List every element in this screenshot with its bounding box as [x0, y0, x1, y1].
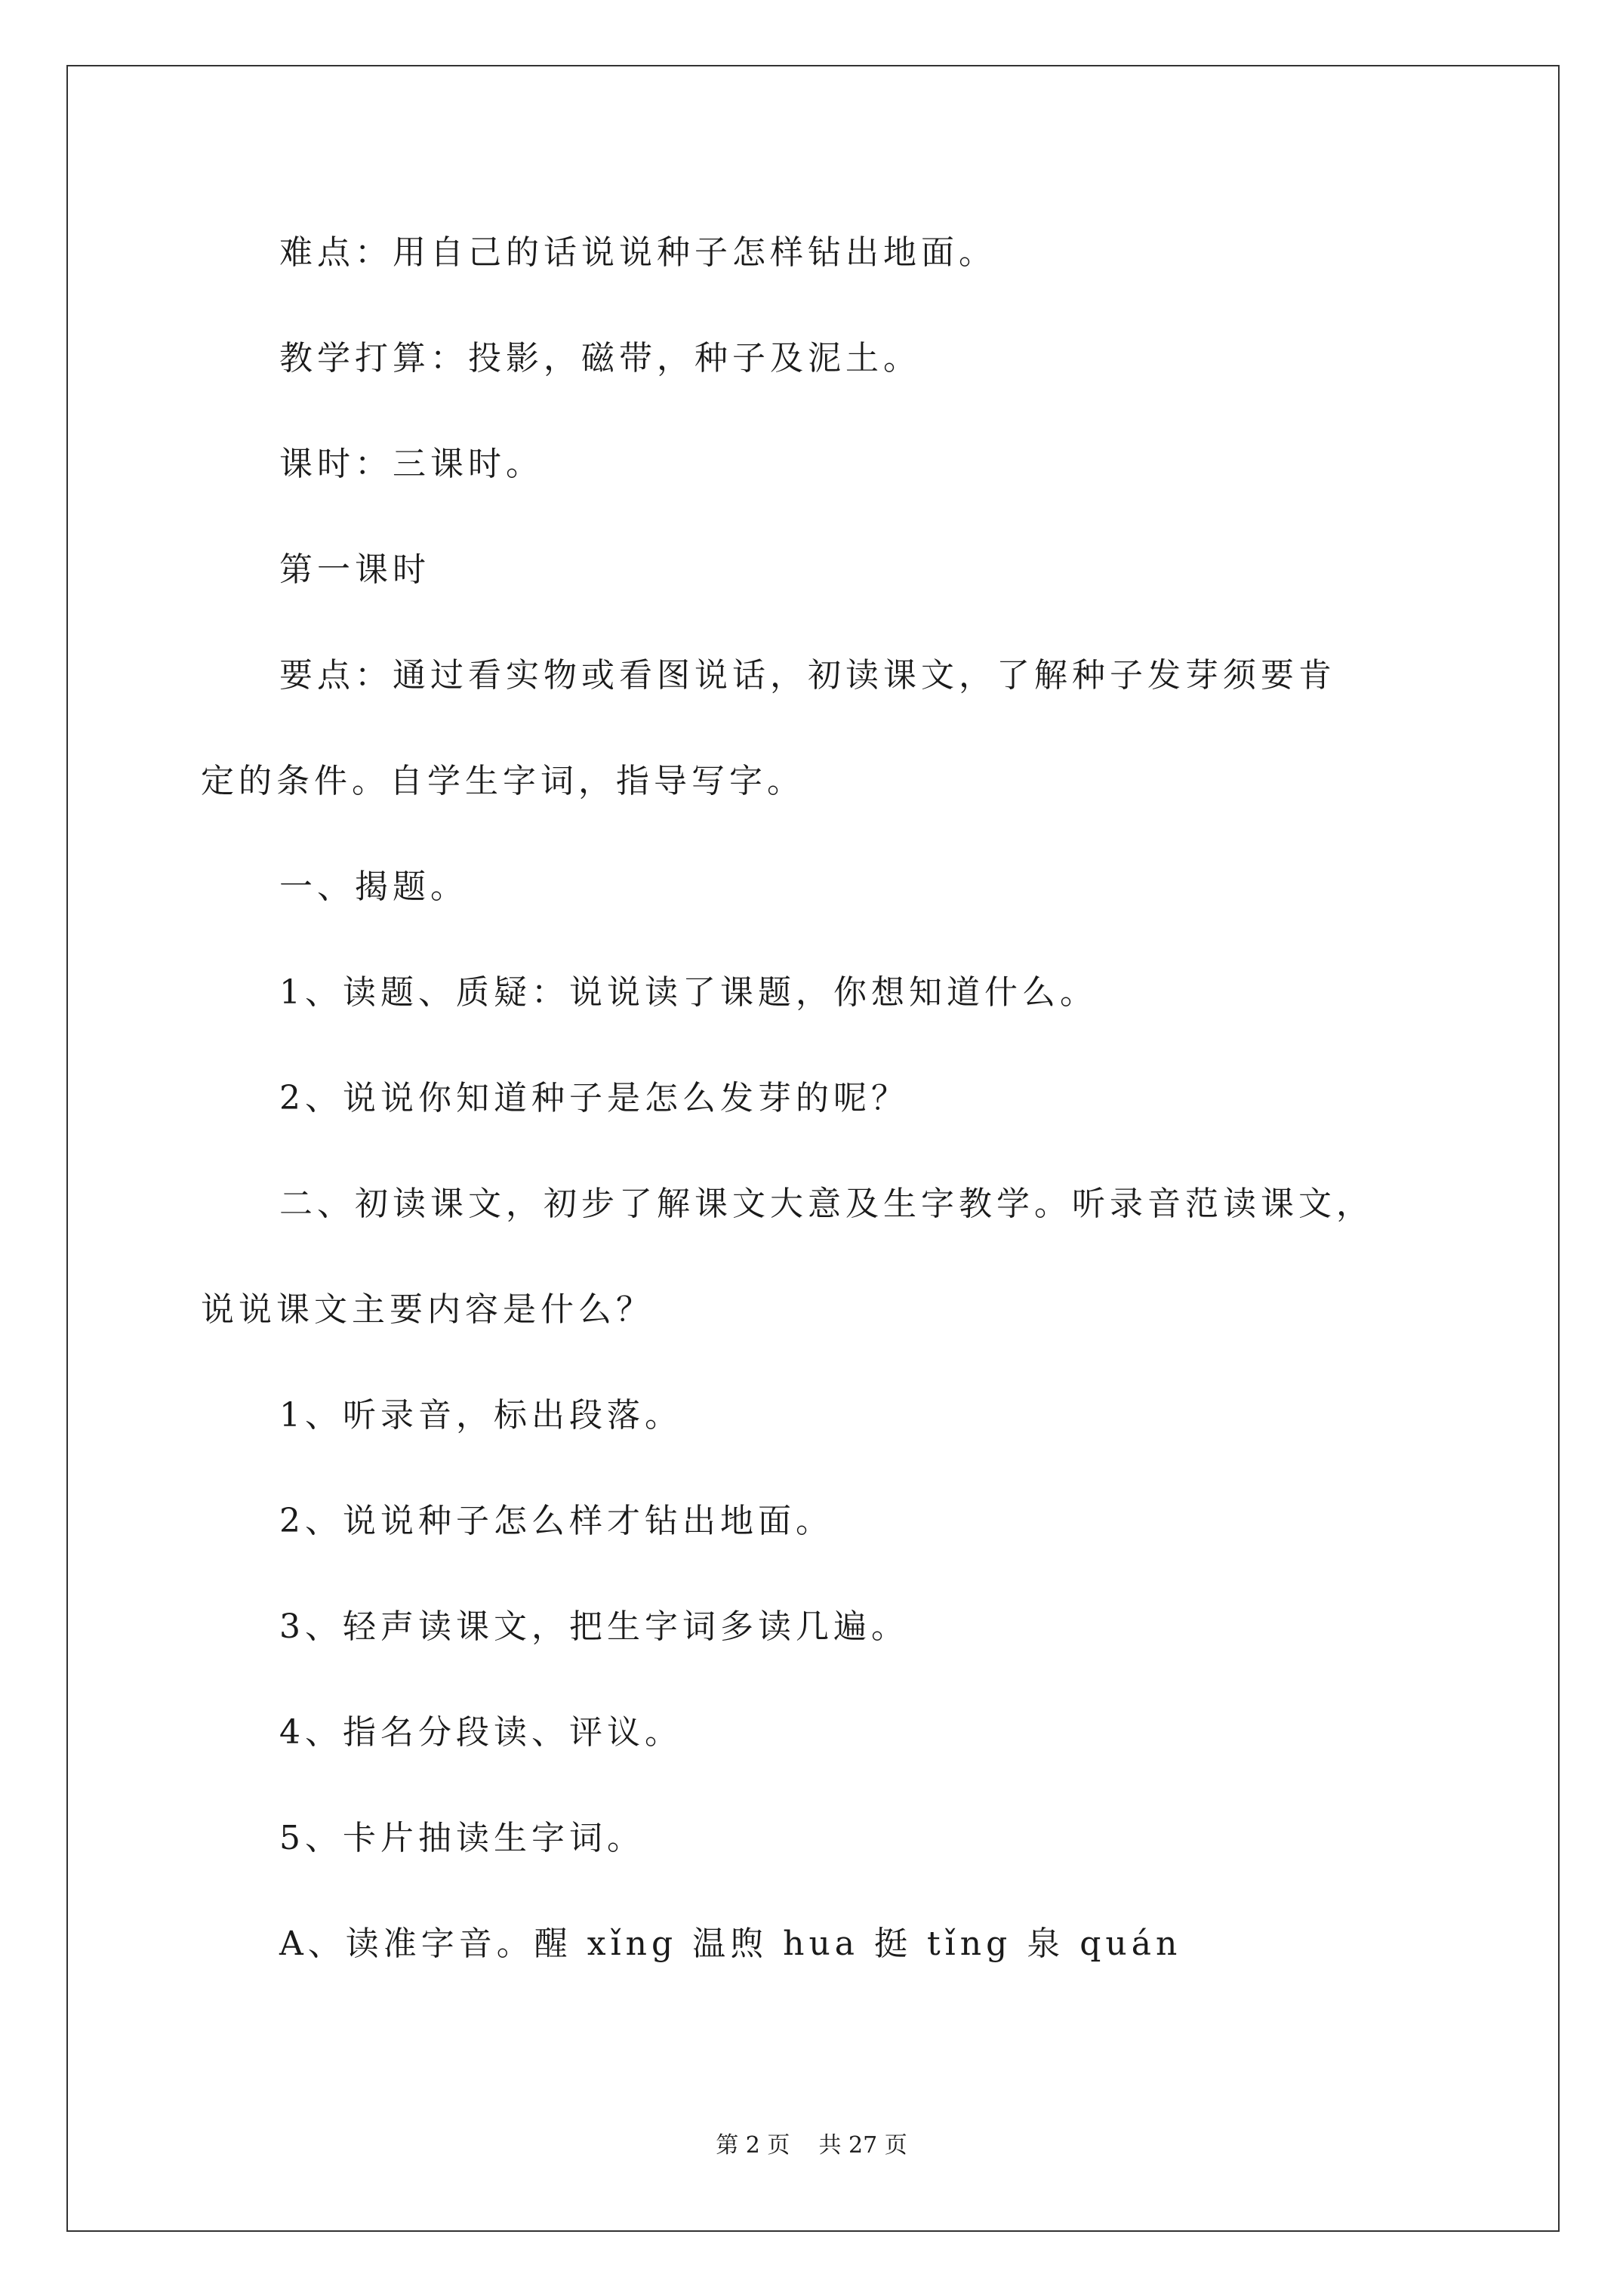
page-number-footer: 第 2 页 共 27 页: [716, 2132, 907, 2159]
page-border: [66, 65, 1560, 2232]
text-line-first-reading-cont: 说说课文主要内容是什么？: [201, 1290, 654, 1329]
list-item: 3、轻声读课文，把生字词多读几遍。: [279, 1607, 909, 1646]
text-line-class-hours: 课时：三课时。: [279, 445, 544, 483]
section-heading-first-class: 第一课时: [279, 550, 430, 589]
text-line-key-points-cont: 定的条件。自学生字词，指导写字。: [201, 762, 805, 800]
list-item: 2、说说你知道种子是怎么发芽的呢？: [279, 1079, 909, 1117]
list-item: 1、听录音，标出段落。: [279, 1396, 682, 1435]
list-heading-first-reading: 二、初读课文，初步了解课文大意及生字教学。听录音范读课文，: [279, 1185, 1374, 1223]
text-line-difficulty: 难点：用自己的话说说种子怎样钻出地面。: [279, 233, 996, 272]
text-line-pronunciation: A、读准字音。醒 xǐng 温煦 hua 挺 tǐng 泉 quán: [279, 1925, 1182, 1963]
text-line-key-points: 要点：通过看实物或看图说话，初读课文，了解种子发芽须要肯: [279, 656, 1336, 695]
list-item: 5、卡片抽读生字词。: [279, 1819, 645, 1857]
list-item: 4、指名分段读、评议。: [279, 1713, 682, 1752]
list-item: 1、读题、质疑：说说读了课题，你想知道什么。: [279, 973, 1098, 1012]
text-line-teaching-prep: 教学打算：投影，磁带，种子及泥土。: [279, 339, 921, 378]
list-item: 2、说说种子怎么样才钻出地面。: [279, 1502, 833, 1540]
list-heading-reveal-title: 一、揭题。: [279, 868, 468, 906]
